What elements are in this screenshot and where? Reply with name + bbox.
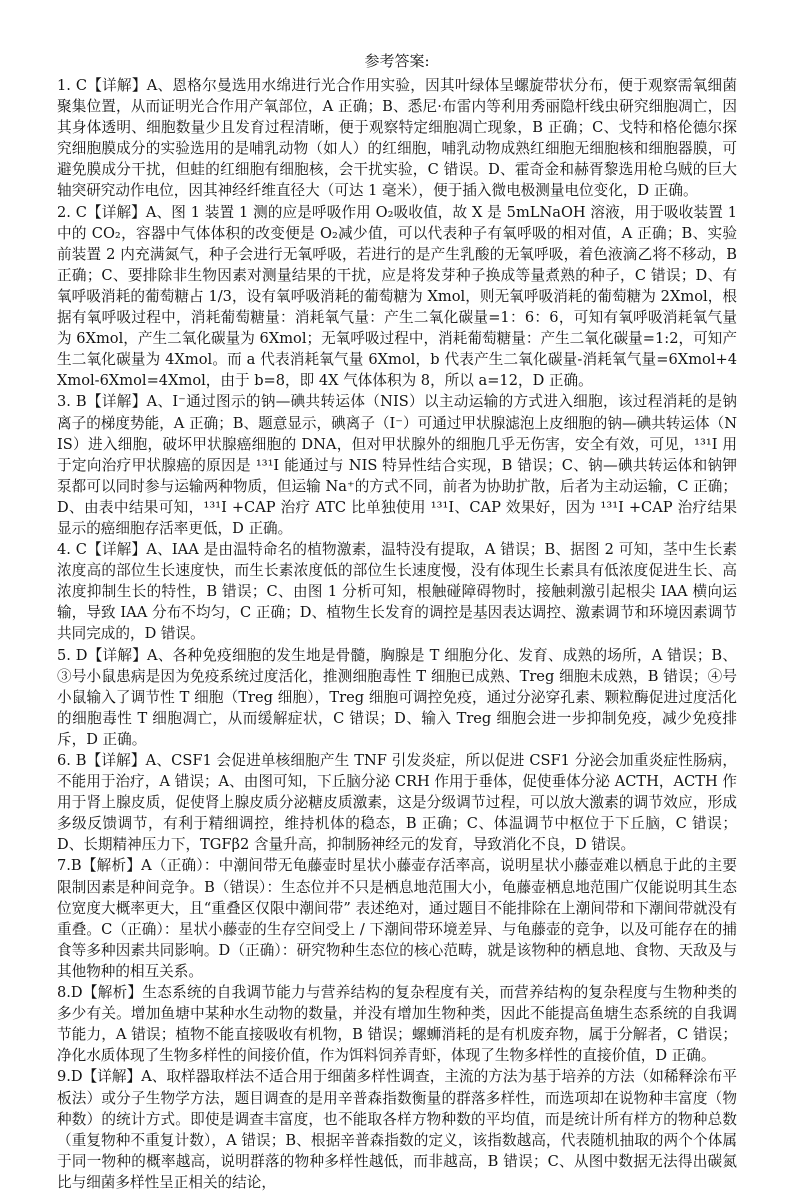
answer-paragraph-7: 7.B【解析】A（正确）：中潮间带无龟藤壶时星状小藤壶存活率高，说明星状小藤壶难以栖息于此的主要限制因素是种间竞争。B（错误）：生态位并不只是栖息地范围大小，龟藤壶栖息地范围广仅能说明其生态位宽度大概率更大，且“重叠区仅限中潮间带” 表述绝对，通过题目不能排除在上潮间带和下潮间带就没有重叠。C（正确）：星状小藤壶的生存空间受上 / 下潮间带环境差异、与龟藤壶的竞争，以及可能存在的捕食等多种因素共同影响。D（正确）：研究物种生态位的核心范畴，就是该物种的栖息地、食物、天敌及与其他物种的相互关系。 <box>57 857 737 980</box>
answer-paragraph-2: 2. C【详解】A、图 1 装置 1 测的应是呼吸作用 O₂吸收值，故 X 是 5mLNaOH 溶液，用于吸收装置 1 中的 CO₂，容器中气体体积的改变便是 O₂减少值，可以代表种子有氧呼吸的相对值，A 正确；B、实验前装置 2 内充满氮气，种子会进行无氧呼吸，若进行的是产生乳酸的无氧呼吸，着色液滴乙将不移动，B 正确；C、要排除非生物因素对测量结果的干扰，应是将发芽种子换成等量煮熟的种子，C 错误；D、有氧呼吸消耗的葡萄糖占 1/3，设有氧呼吸消耗的葡萄糖为 Xmol，则无氧呼吸消耗的葡萄糖为 2Xmol，根据有氧呼吸过程中，消耗葡萄糖量：消耗氧气量：产生二氧化碳量=1：6：6，可知有氧呼吸消耗氧气量为 6Xmol，产生二氧化碳量为 6Xmol；无氧呼吸过程中，消耗葡萄糖量：产生二氧化碳量=1:2，可知产生二氧化碳量为 4Xmol。而 a 代表消耗氧气量 6Xmol，b 代表产生二氧化碳量-消耗氧气量=6Xmol+4Xmol-6Xmol=4Xmol，由于 b=8，即 4X 气体体积为 8，所以 a=12，D 正确。 <box>57 203 737 390</box>
answer-paragraph-1: 1. C【详解】A、恩格尔曼选用水绵进行光合作用实验，因其叶绿体呈螺旋带状分布，便于观察需氧细菌聚集位置，从而证明光合作用产氧部位，A 正确；B、悉尼·布雷内等利用秀丽隐杆线虫研究细胞凋亡，因其身体透明、细胞数量少且发育过程清晰，便于观察特定细胞凋亡现象，B 正确；C、戈特和格伦德尔探究细胞膜成分的实验选用的是哺乳动物（如人）的红细胞，哺乳动物成熟红细胞无细胞核和细胞器膜，可避免膜成分干扰，但蛙的红细胞有细胞核，会干扰实验，C 错误。D、霍奇金和赫胥黎选用枪乌贼的巨大轴突研究动作电位，因其神经纤维直径大（可达 1 毫米），便于插入微电极测量电位变化，D 正确。 <box>57 77 737 200</box>
answer-paragraph-8: 8.D【解析】生态系统的自我调节能力与营养结构的复杂程度有关，而营养结构的复杂程度与生物种类的多少有关。增加鱼塘中某种水生动物的数量，并没有增加生物种类，因此不能提高鱼塘生态系统的自我调节能力，A 错误；植物不能直接吸收有机物，B 错误；螺蛳消耗的是有机废弃物，属于分解者，C 错误；净化水质体现了生物多样性的间接价值，作为饵料饲养青虾，体现了生物多样性的直接价值，D 正确。 <box>57 984 737 1065</box>
answer-paragraph-5: 5. D【详解】A、各种免疫细胞的发生地是骨髓，胸腺是 T 细胞分化、发育、成熟的场所，A 错误；B、③号小鼠患病是因为免疫系统过度活化，推测细胞毒性 T 细胞已成熟、Treg 细胞未成熟，B 错误；④号小鼠输入了调节性 T 细胞（Treg 细胞），Treg 细胞可调控免疫，通过分泌穿孔素、颗粒酶促进过度活化的细胞毒性 T 细胞凋亡，从而缓解症状，C 错误；D、输入 Treg 细胞会进一步抑制免疫，减少免疫排斥，D 正确。 <box>57 646 737 748</box>
answer-paragraph-3: 3. B【详解】A、I⁻通过图示的钠—碘共转运体（NIS）以主动运输的方式进入细胞，该过程消耗的是钠离子的梯度势能，A 正确；B、题意显示，碘离子（I⁻）可通过甲状腺滤泡上皮细胞的钠—碘共转运体（NIS）进入细胞，破坏甲状腺癌细胞的 DNA，但对甲状腺外的细胞几乎无伤害，安全有效，可见，¹³¹I 用于定向治疗甲状腺癌的原因是 ¹³¹I 能通过与 NIS 特异性结合实现，B 错误；C、钠—碘共转运体和钠钾泵都可以同时参与运输两种物质，但运输 Na⁺的方式不同，前者为协助扩散，后者为主动运输，C 正确；D、由表中结果可知，¹³¹I +CAP 治疗 ATC 比单独使用 ¹³¹I、CAP 效果好，因为 ¹³¹I +CAP 治疗结果显示的癌细胞存活率更低，D 正确。 <box>57 393 737 537</box>
answer-paragraph-9: 9.D【详解】A、取样器取样法不适合用于细菌多样性调查，主流的方法为基于培养的方法（如稀释涂布平板法）或分子生物学方法，题目调查的是用辛普森指数衡量的群落多样性，而选项却在说物种丰富度（物种数）的统计方式。即使是调查丰富度，也不能取各样方物种数的平均值，而是统计所有样方的物种总数（重复物种不重复计数），A 错误；B、根据辛普森指数的定义，该指数越高，代表随机抽取的两个个体属于同一物种的概率越高，说明群落的物种多样性越低，而非越高，B 错误；C、从图中数据无法得出碳氮比与细菌多样性呈正相关的结论， <box>57 1068 737 1191</box>
answer-paragraph-4: 4. C【详解】A、IAA 是由温特命名的植物激素，温特没有提取，A 错误；B、据图 2 可知，茎中生长素浓度高的部位生长速度快，而生长素浓度低的部位生长速度慢，没有体现生长素具有低浓度促进生长、高浓度抑制生长的特性，B 错误；C、由图 1 分析可知，根触碰障碍物时，接触刺激引起根尖 IAA 横向运输，导致 IAA 分布不均匀，C 正确；D、植物生长发育的调控是基因表达调控、激素调节和环境因素调节共同完成的，D 错误。 <box>57 541 737 643</box>
page-title: 参考答案: <box>364 52 430 70</box>
answer-paragraph-6: 6. B【详解】A、CSF1 会促进单核细胞产生 TNF 引发炎症，所以促进 CSF1 分泌会加重炎症性肠病，不能用于治疗，A 错误；A、由图可知，下丘脑分泌 CRH 作用于垂体，促使垂体分泌 ACTH，ACTH 作用于肾上腺皮质，促使肾上腺皮质分泌糖皮质激素，这是分级调节过程，可以放大激素的调节效应，形成多级反馈调节，有利于精细调控，维持机体的稳态，B 正确；C、体温调节中枢位于下丘脑，C 错误；D、长期精神压力下，TGFβ2 含量升高，抑制肠神经元的发育，导致消化不良，D 错误。 <box>57 752 737 854</box>
